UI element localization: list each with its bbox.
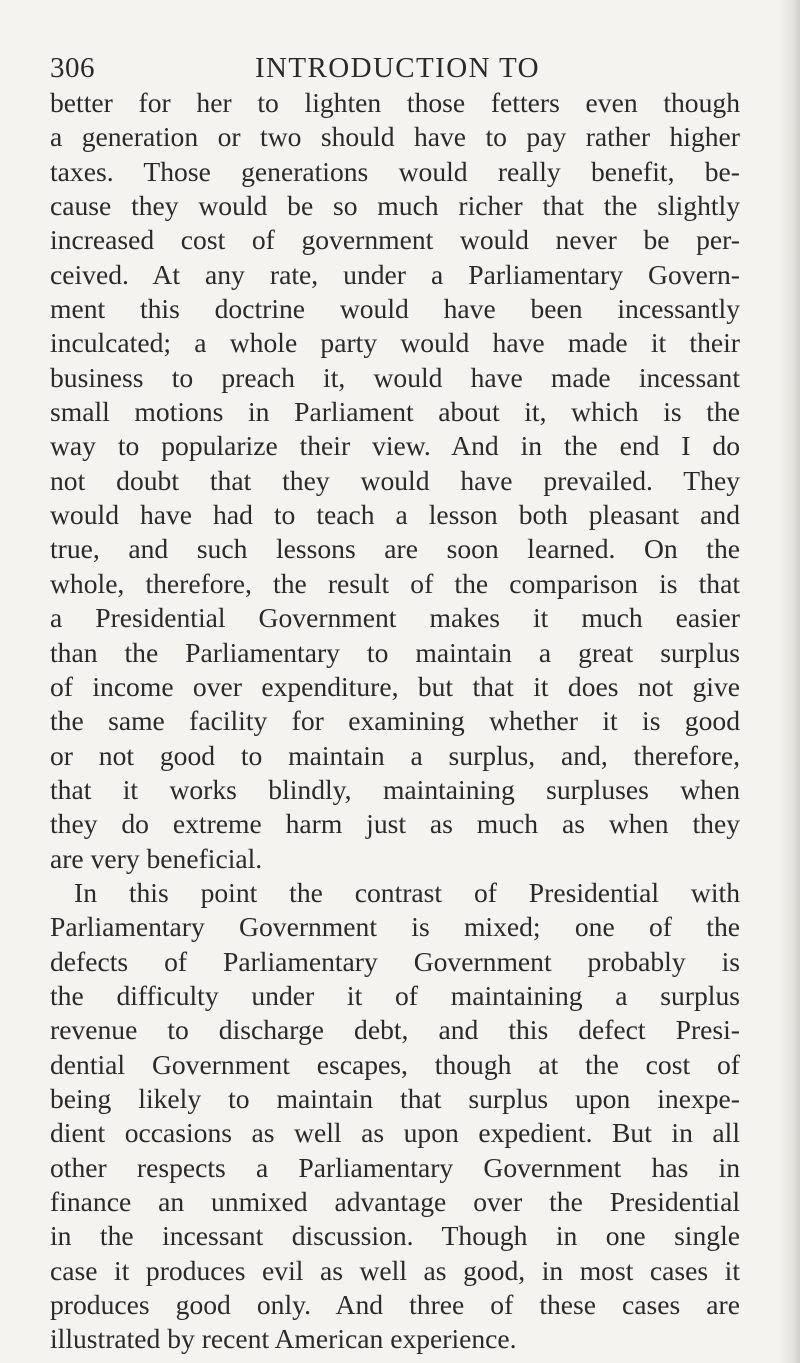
paragraph-end-line: illustrated by recent American experience. xyxy=(50,1323,517,1355)
text-line: they do extreme harm just as much as when they xyxy=(50,808,740,840)
text-line: a generation or two should have to pay rather higher xyxy=(50,121,740,153)
text-line: small motions in Parliament about it, which is the xyxy=(50,396,740,428)
page-edge-shadow xyxy=(778,0,800,1363)
text-line: Parliamentary Government is mixed; one of the xyxy=(50,911,740,943)
text-line: the difficulty under it of maintaining a surplus xyxy=(50,979,740,1011)
text-line: true, and such lessons are soon learned. On the xyxy=(50,533,740,565)
text-line: the same facility for examining whether it is good xyxy=(50,705,740,737)
text-line: in the incessant discussion. Though in one single xyxy=(50,1220,740,1252)
text-line: that it works blindly, maintaining surpluses when xyxy=(50,773,740,805)
text-line: would have had to teach a lesson both pleasant and xyxy=(50,499,740,531)
text-line: finance an unmixed advantage over the Presidential xyxy=(50,1186,740,1217)
text-line: increased cost of government would never be per- xyxy=(50,224,740,256)
paragraph-start-line: In this point the contrast of Presidential with xyxy=(74,876,740,908)
text-line: dient occasions as well as upon expedient. But in all xyxy=(50,1117,740,1149)
text-line: case it produces evil as well as good, in most cases it xyxy=(50,1254,740,1286)
text-line: or not good to maintain a surplus, and, therefore, xyxy=(50,739,740,771)
text-line: ceived. At any rate, under a Parliamentary Govern- xyxy=(50,258,740,290)
text-line: business to preach it, would have made incessant xyxy=(50,361,740,393)
paragraph-end-line: are very beneficial. xyxy=(50,842,263,874)
body-text xyxy=(50,86,740,1357)
text-line: not doubt that they would have prevailed. They xyxy=(50,464,740,496)
text-line: of income over expenditure, but that it does not give xyxy=(50,670,740,702)
text-line: defects of Parliamentary Government probably is xyxy=(50,945,740,977)
text-line: a Presidential Government makes it much easier xyxy=(50,602,740,634)
text-line: than the Parliamentary to maintain a great surplus xyxy=(50,636,740,668)
text-line: taxes. Those generations would really benefit, be- xyxy=(50,155,740,187)
text-line: ment this doctrine would have been incessantly xyxy=(50,293,740,325)
text-line: revenue to discharge debt, and this defect Presi- xyxy=(50,1014,740,1046)
text-line: whole, therefore, the result of the comparison is that xyxy=(50,567,740,599)
text-line: better for her to lighten those fetters even though xyxy=(50,87,740,118)
text-line: produces good only. And three of these cases are xyxy=(50,1289,740,1321)
text-line: cause they would be so much richer that the slightly xyxy=(50,190,740,222)
text-line: being likely to maintain that surplus upon inexpe- xyxy=(50,1082,740,1114)
running-head: INTRODUCTION TO xyxy=(255,52,540,84)
text-line: inculcated; a whole party would have made it their xyxy=(50,327,740,359)
text-line: dential Government escapes, though at the cost of xyxy=(50,1048,740,1080)
page-number: 306 xyxy=(50,52,95,84)
text-line: way to popularize their view. And in the end I do xyxy=(50,430,740,462)
text-line: other respects a Parliamentary Government has in xyxy=(50,1151,740,1183)
